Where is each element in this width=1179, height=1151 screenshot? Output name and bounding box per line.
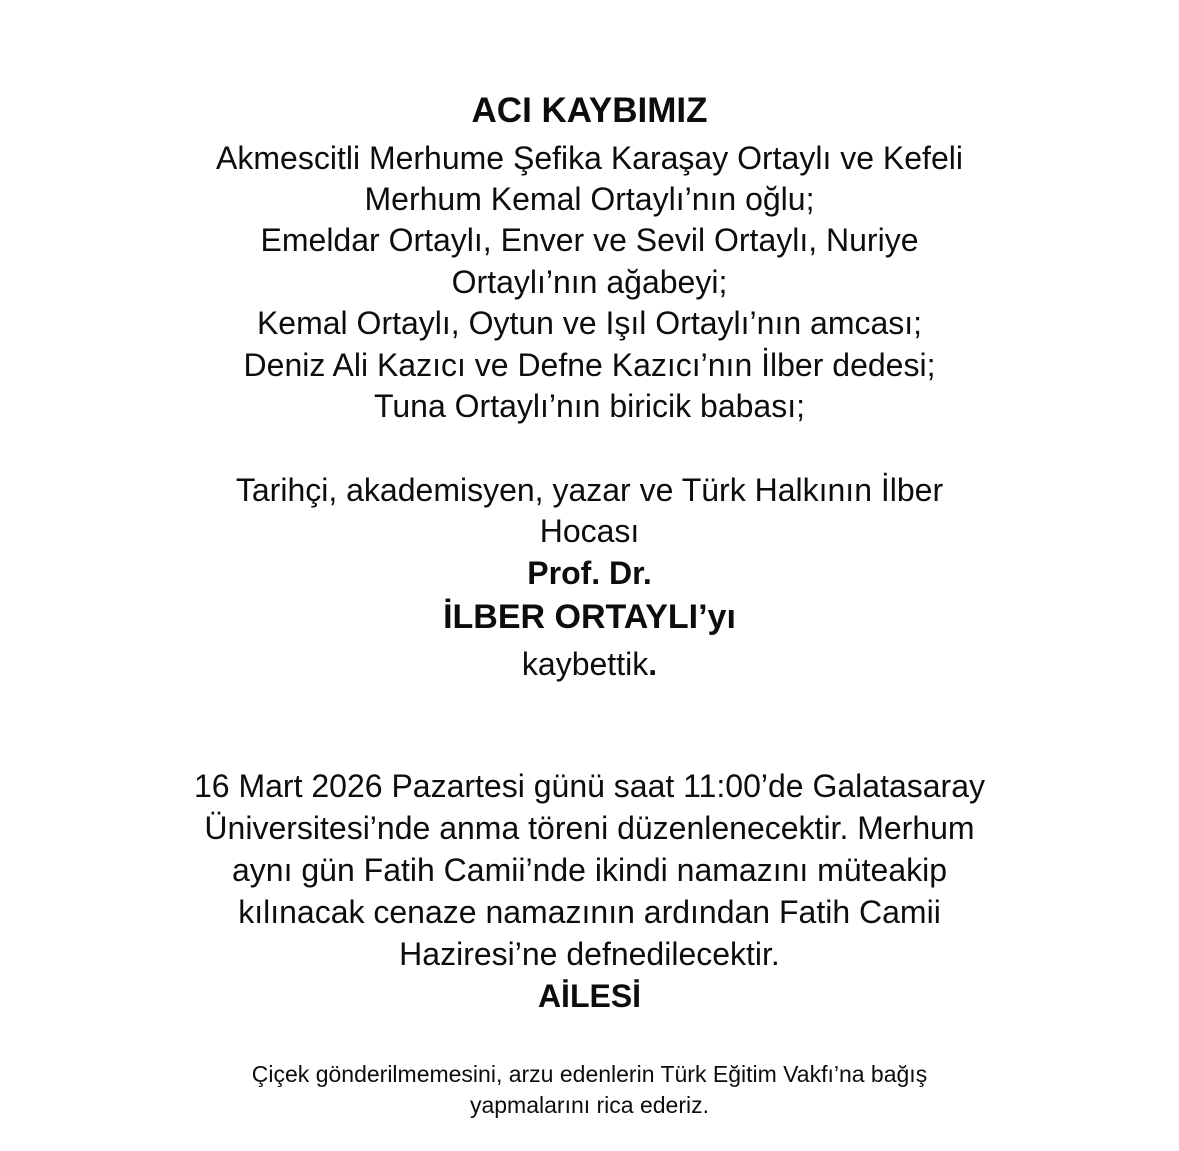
honorific: Prof. Dr. <box>527 555 652 591</box>
family-line: Ortaylı’nın ağabeyi; <box>451 264 728 300</box>
signature: AİLESİ <box>537 978 642 1014</box>
lost-text: kaybettik <box>521 646 649 682</box>
notice-title: ACI KAYBIMIZ <box>471 91 708 130</box>
footer-line: yapmalarını rica ederiz. <box>469 1092 710 1118</box>
ceremony-line: kılınacak cenaze namazının ardından Fatih Camii <box>238 894 941 930</box>
family-line: Emeldar Ortaylı, Enver ve Sevil Ortaylı, Nuriye <box>260 222 919 258</box>
deceased-name-line <box>0 597 1179 637</box>
lost-punctuation: . <box>648 646 658 682</box>
description-line: Tarihçi, akademisyen, yazar ve Türk Halkının İlber <box>235 472 944 508</box>
footer-line: Çiçek gönderilmemesini, arzu edenlerin Türk Eğitim Vakfı’na bağış <box>251 1061 928 1087</box>
lost-line <box>0 644 1179 684</box>
ceremony-line: 16 Mart 2026 Pazartesi günü saat 11:00’de Galatasaray <box>193 768 985 804</box>
ceremony-line: Üniversitesi’nde anma töreni düzenlenecektir. Merhum <box>204 810 975 846</box>
family-line: Merhum Kemal Ortaylı’nın oğlu; <box>364 181 815 217</box>
family-line: Akmescitli Merhume Şefika Karaşay Ortaylı ve Kefeli <box>216 140 963 176</box>
family-line: Tuna Ortaylı’nın biricik babası; <box>374 388 805 424</box>
family-line: Deniz Ali Kazıcı ve Defne Kazıcı’nın İlber dedesi; <box>243 347 936 383</box>
family-line: Kemal Ortaylı, Oytun ve Işıl Ortaylı’nın amcası; <box>256 305 923 341</box>
ceremony-line: Haziresi’ne defnedilecektir. <box>399 936 780 972</box>
ceremony-line: aynı gün Fatih Camii’nde ikindi namazını müteakip <box>231 852 948 888</box>
deceased-name-suffix: ’yı <box>698 598 736 636</box>
description-line: Hocası <box>539 513 640 549</box>
deceased-name: İLBER ORTAYLI <box>443 598 699 636</box>
